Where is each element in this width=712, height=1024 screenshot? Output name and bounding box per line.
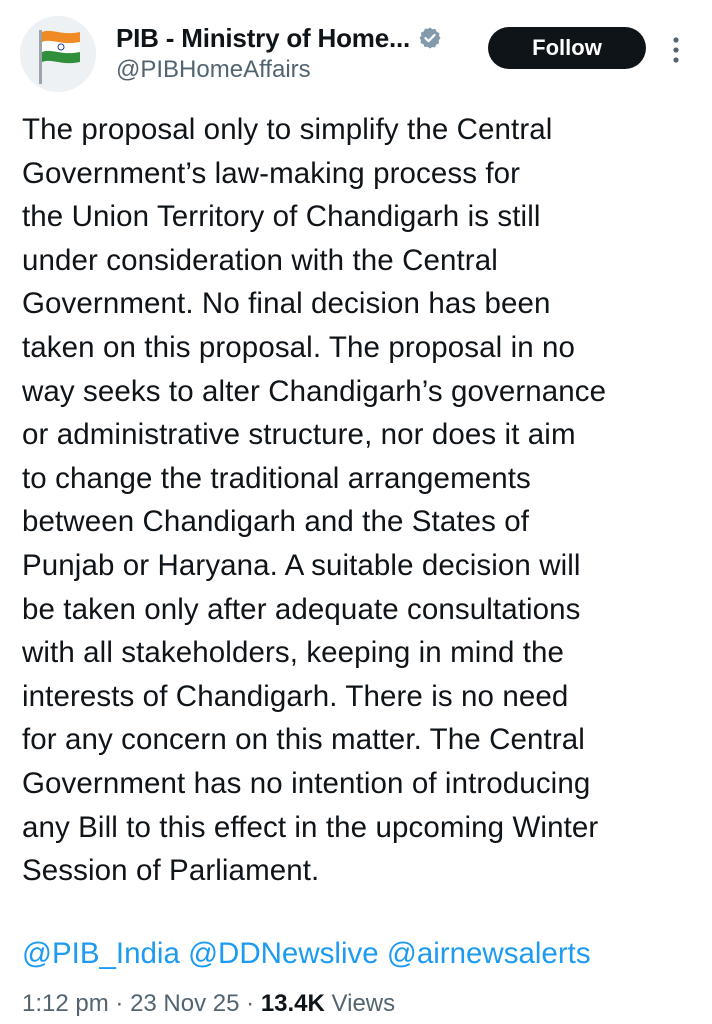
views-count: 13.4K [260, 990, 325, 1017]
views-label: Views [331, 990, 396, 1017]
more-vertical-icon [672, 35, 680, 65]
more-options-button[interactable] [664, 30, 688, 70]
tweet-date[interactable]: 23 Nov 25 [130, 990, 240, 1017]
avatar[interactable] [20, 16, 96, 92]
follow-button[interactable]: Follow [488, 27, 646, 69]
author-handle[interactable]: @PIBHomeAffairs [116, 56, 311, 83]
author-display-name[interactable]: PIB - Ministry of Home... [116, 22, 411, 53]
tweet-header [0, 0, 712, 100]
meta-separator: · [115, 990, 124, 1017]
mention-link[interactable]: @DDNewslive [188, 937, 379, 970]
meta-separator: · [246, 990, 255, 1017]
tweet-meta [22, 986, 395, 1022]
mention-link[interactable]: @PIB_India [22, 937, 180, 970]
tweet-time[interactable]: 1:12 pm [22, 990, 109, 1017]
verified-badge-icon [418, 26, 442, 50]
mention-link[interactable]: @airnewsalerts [386, 937, 591, 970]
indian-flag-icon [20, 16, 96, 92]
tweet-text: The proposal only to simplify the Central Government’s law-making process for the Union Territory of Chandigarh is still under consideration with the Central Government. No final decision has been taken on this proposal. The proposal in no way seeks to alter Chandigarh’s governance or administrative structure, nor does it aim to change the traditional arrangements between Chandigarh and the States of Punjab or Haryana. A suitable decision will be taken only after adequate consultations with all stakeholders, keeping in mind the interests of Chandigarh. There is no need for any concern on this matter. The Central Government has no intention of introducing any Bill to this effect in the upcoming Winter Session of Parliament. [22, 113, 607, 888]
author-name-row[interactable] [116, 22, 442, 54]
tweet-mentions [22, 932, 702, 976]
